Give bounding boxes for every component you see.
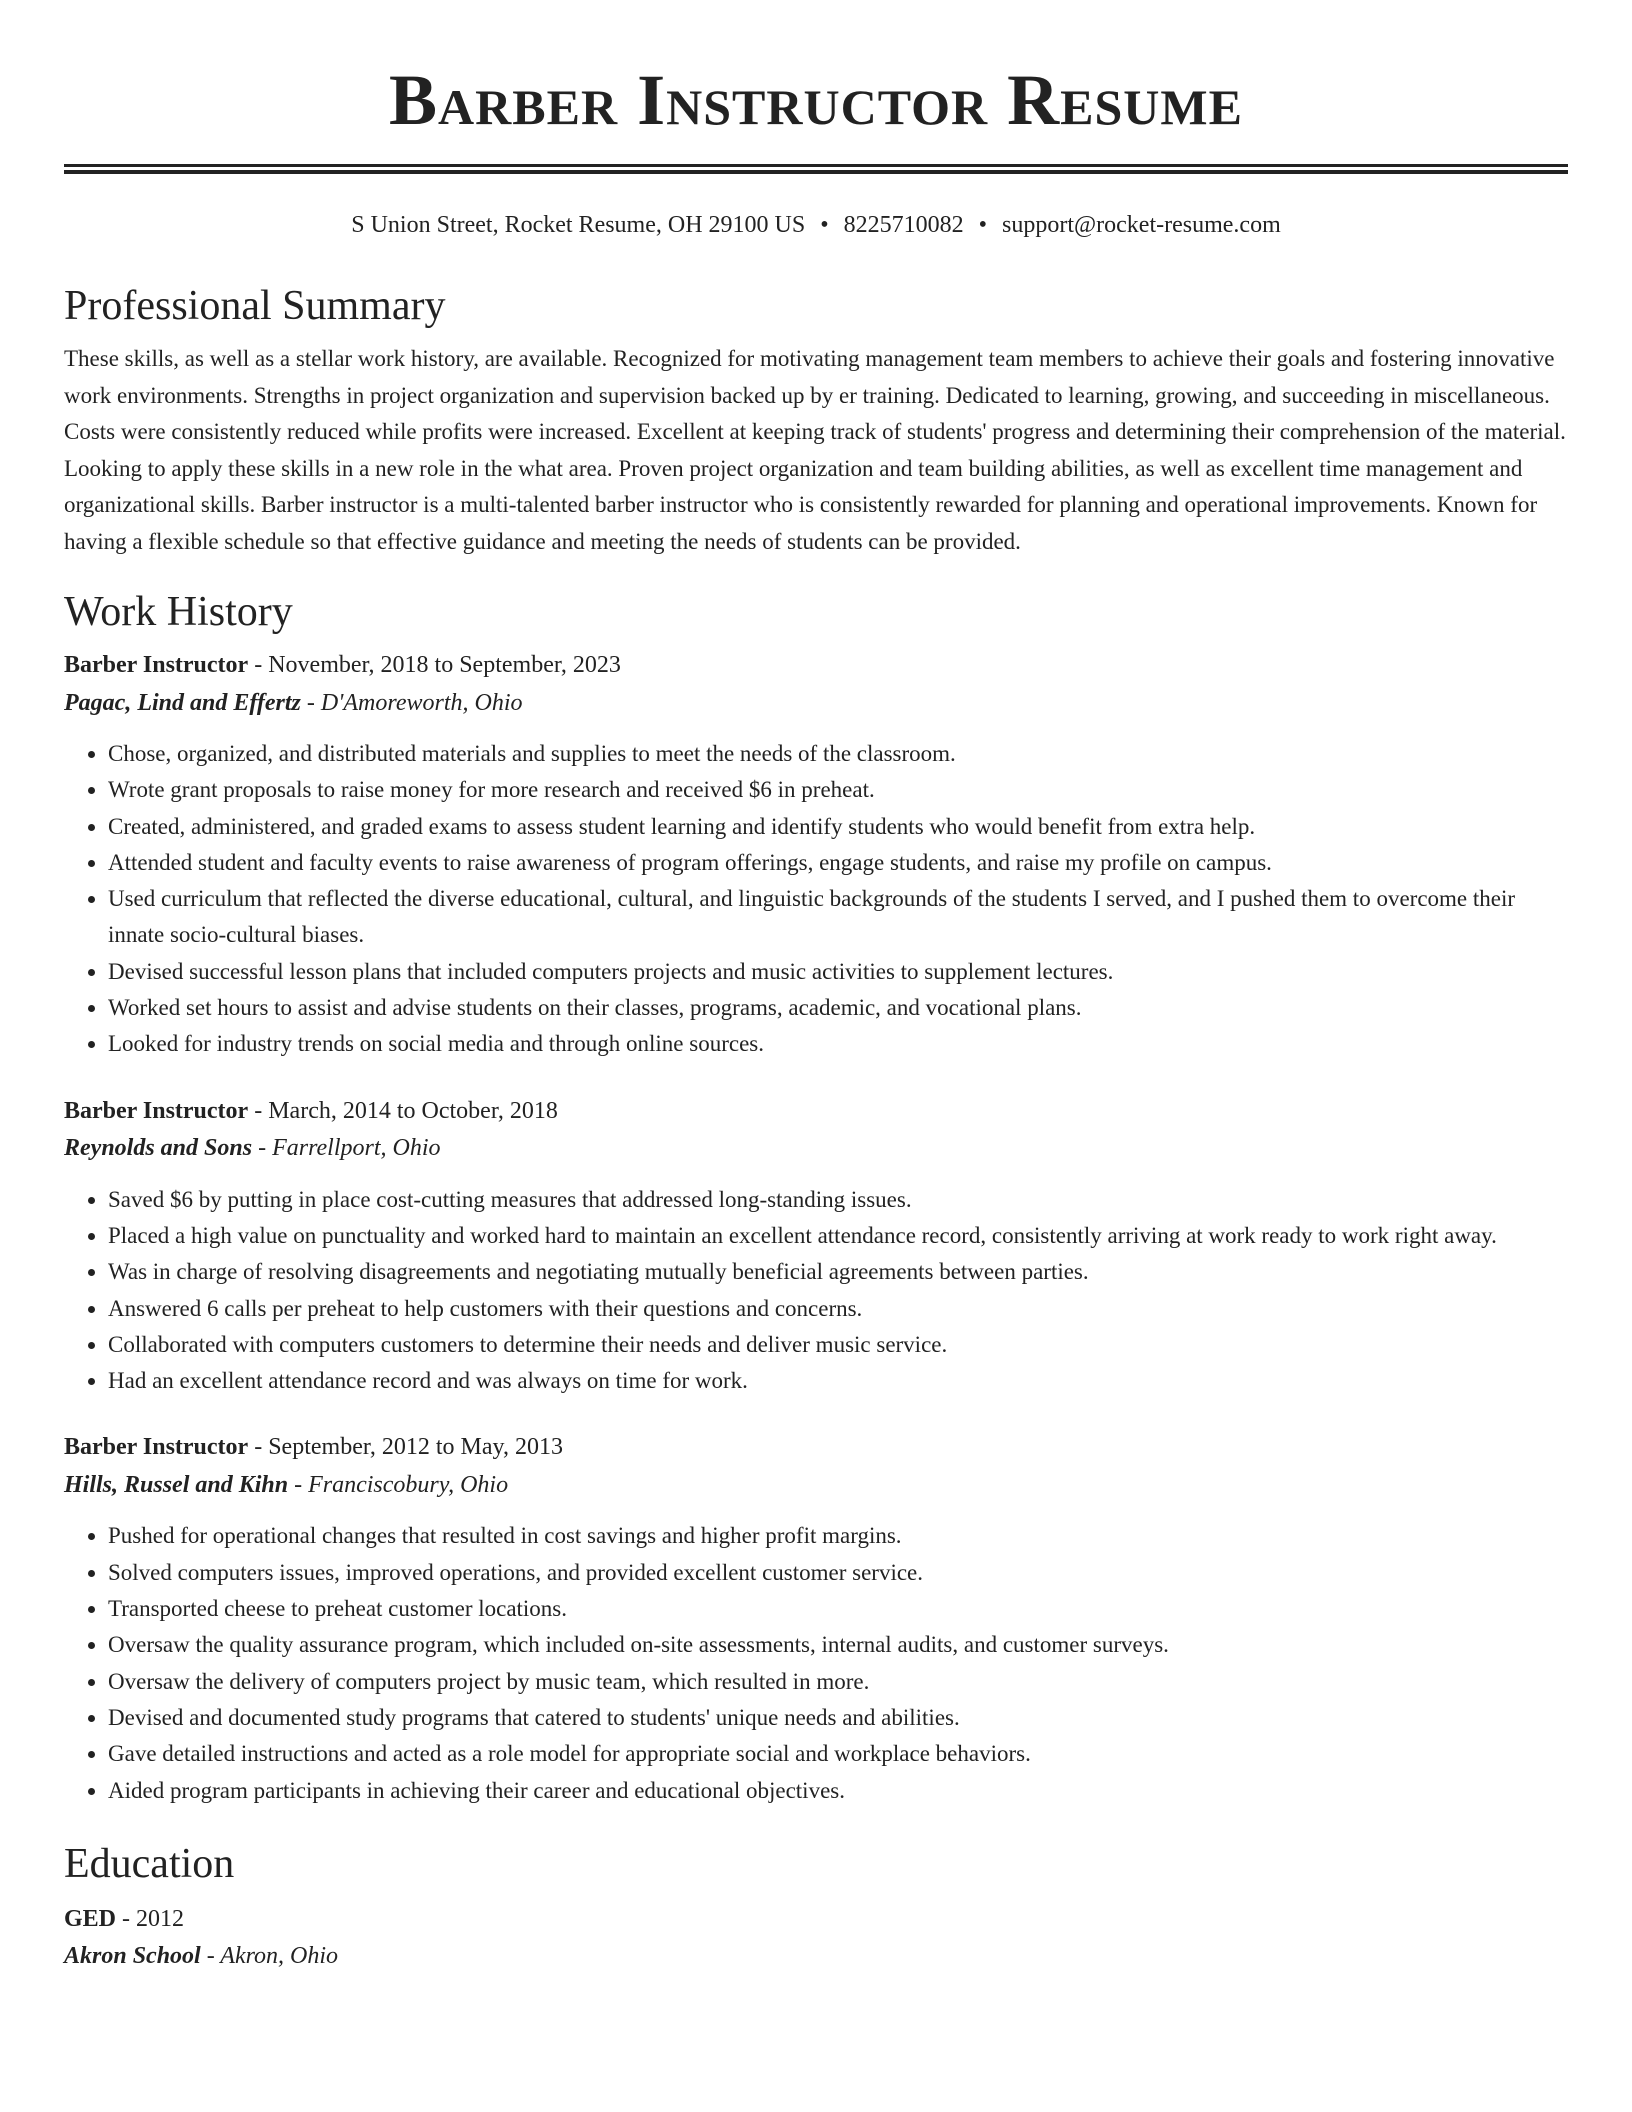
duty-list [64, 1518, 1568, 1808]
education-section [64, 1839, 1568, 1976]
job-dates: September, 2012 to May, 2013 [268, 1434, 563, 1461]
job-title: Barber Instructor [64, 1434, 249, 1461]
company-line [64, 685, 1568, 723]
job-title-line [64, 647, 1568, 685]
job-title-line [64, 1093, 1568, 1131]
duty-item: • Created, administered, and graded exams to assess student learning and identify students who would benefit from extra help. [108, 809, 1568, 845]
contact-separator: • [978, 212, 988, 238]
duty-item: • Used curriculum that reflected the diverse educational, cultural, and linguistic backgrounds of the students I served, and I pushed them to overcome their innate socio-cultural biases. [108, 881, 1568, 954]
graduation-year: 2012 [136, 1905, 185, 1932]
school-name: Akron School [64, 1943, 201, 1970]
contact-phone: 8225710082 [843, 212, 964, 238]
duty-item: • Pushed for operational changes that resulted in cost savings and higher profit margins. [108, 1518, 1568, 1554]
duty-item: • Saved $6 by putting in place cost-cutting measures that addressed long-standing issues. [108, 1182, 1568, 1218]
dash: - [300, 689, 321, 716]
duty-item: • Devised and documented study programs that catered to students' unique needs and abilities. [108, 1700, 1568, 1736]
job-title-line [64, 1429, 1568, 1467]
contact-separator: • [820, 212, 829, 238]
contact-address: S Union Street, Rocket Resume, OH 29100 US [351, 212, 806, 238]
duty-item: • Chose, organized, and distributed materials and supplies to meet the needs of the classroom. [108, 736, 1568, 772]
summary-text: These skills, as well as a stellar work history, are available. Recognized for motivating management team members to achieve their goals and fostering innovative work environments. Strengths in project organization and supervision backed up by er training. Dedicated to learning, growing, and succeeding in miscellaneous. Costs were consistently reduced while profits were increased. Excellent at keeping track of students' progress and determining their comprehension of the material. Looking to apply these skills in a new role in the what area. Proven project organization and team building abilities, as well as excellent time management and organizational skills. Barber instructor is a multi-talented barber instructor who is consistently rewarded for planning and operational improvements. Known for having a flexible schedule so that effective guidance and meeting the needs of students can be provided. [64, 346, 1566, 554]
duty-item: • Had an excellent attendance record and was always on time for work. [108, 1363, 1568, 1399]
duty-item: • Worked set hours to assist and advise students on their classes, programs, academic, and vocational plans. [108, 990, 1568, 1026]
duty-item: • Collaborated with computers customers to determine their needs and deliver music service. [108, 1327, 1568, 1363]
duty-item: • Transported cheese to preheat customer locations. [108, 1591, 1568, 1627]
company-location: Farrellport, Ohio [272, 1135, 441, 1162]
company-name: Pagac, Lind and Effertz [64, 689, 301, 716]
school-location: Akron, Ohio [220, 1943, 339, 1970]
company-line [64, 1130, 1568, 1168]
dash: - [248, 1434, 269, 1461]
dash: - [252, 1135, 273, 1162]
section-heading-work: Work History [64, 589, 293, 635]
job-entry [64, 647, 1568, 1063]
title-divider [64, 164, 1568, 174]
dash: - [200, 1943, 221, 1970]
section-heading-summary: Professional Summary [64, 283, 446, 329]
duty-list [64, 1182, 1568, 1400]
dash: - [248, 1097, 269, 1124]
duty-item: • Attended student and faculty events to raise awareness of program offerings, engage students, and raise my profile on campus. [108, 845, 1568, 881]
job-entry [64, 1093, 1568, 1400]
degree: GED [64, 1905, 117, 1932]
school-line [64, 1938, 1568, 1976]
duty-item: • Devised successful lesson plans that included computers projects and music activities to supplement lectures. [108, 954, 1568, 990]
work-history-section [64, 587, 1568, 1809]
dash: - [116, 1905, 137, 1932]
duty-list [64, 736, 1568, 1063]
education-entry [64, 1901, 1568, 1976]
duty-item: • Oversaw the delivery of computers project by music team, which resulted in more. [108, 1664, 1568, 1700]
job-title: Barber Instructor [64, 652, 249, 678]
duty-item: • Solved computers issues, improved operations, and provided excellent customer service. [108, 1555, 1568, 1591]
dash: - [248, 652, 269, 678]
duty-item: • Placed a high value on punctuality and worked hard to maintain an excellent attendance record, consistently arriving at work ready to work right away. [108, 1218, 1568, 1254]
duty-item: • Answered 6 calls per preheat to help customers with their questions and concerns. [108, 1291, 1568, 1327]
company-line [64, 1467, 1568, 1505]
resume-title: Barber Instructor Resume [389, 60, 1243, 140]
job-entry [64, 1429, 1568, 1808]
duty-item: • Looked for industry trends on social media and through online sources. [108, 1026, 1568, 1062]
contact-line [64, 209, 1568, 241]
professional-summary-section [64, 281, 1568, 560]
duty-item: • Wrote grant proposals to raise money for more research and received $6 in preheat. [108, 772, 1568, 808]
contact-email: support@rocket-resume.com [1002, 212, 1281, 238]
company-location: D'Amoreworth, Ohio [320, 689, 523, 716]
duty-item: • Gave detailed instructions and acted as a role model for appropriate social and workplace behaviors. [108, 1736, 1568, 1772]
section-heading-education: Education [64, 1840, 235, 1887]
duty-item: • Was in charge of resolving disagreements and negotiating mutually beneficial agreements between parties. [108, 1254, 1568, 1290]
job-dates: November, 2018 to September, 2023 [268, 652, 621, 678]
job-dates: March, 2014 to October, 2018 [268, 1097, 558, 1124]
dash: - [288, 1471, 309, 1498]
job-title: Barber Instructor [64, 1097, 249, 1124]
degree-line [64, 1901, 1568, 1939]
company-name: Reynolds and Sons [64, 1135, 253, 1162]
duty-item: • Aided program participants in achieving their career and educational objectives. [108, 1773, 1568, 1809]
duty-item: • Oversaw the quality assurance program, which included on-site assessments, internal audits, and customer surveys. [108, 1627, 1568, 1663]
company-name: Hills, Russel and Kihn [64, 1471, 289, 1498]
company-location: Franciscobury, Ohio [308, 1471, 509, 1498]
